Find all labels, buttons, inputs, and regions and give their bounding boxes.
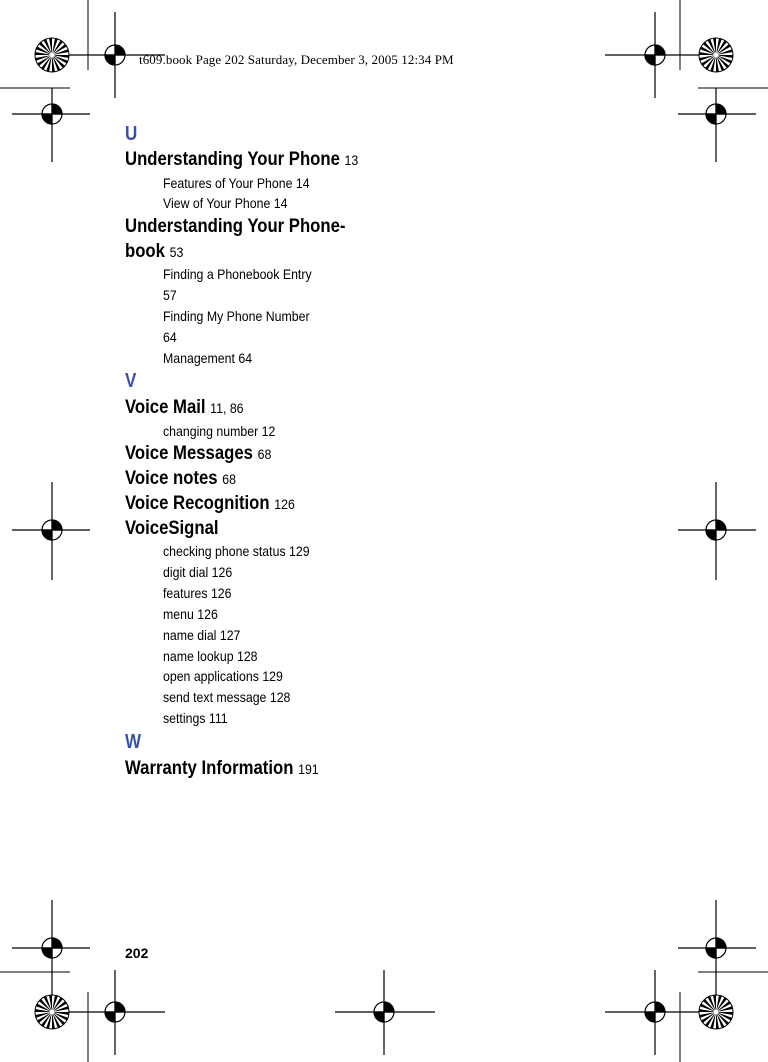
index-subentry [163, 648, 258, 664]
subentry-page: 126 [210, 585, 232, 601]
index-subentry [163, 175, 310, 191]
entry-page: 13 [344, 152, 359, 168]
subentry-text: Management [163, 350, 235, 366]
subentry-text: digit dial [163, 564, 209, 580]
subentry-page: 126 [197, 606, 218, 622]
entry-page: 68 [257, 446, 272, 462]
index-entry [125, 493, 295, 515]
crosshair-icon [12, 88, 90, 162]
crosshair-icon [12, 482, 90, 580]
entry-title: Understanding Your Phone [125, 149, 340, 170]
subentry-text: settings [163, 710, 206, 726]
crosshair-icon [65, 970, 165, 1055]
subentry-text: Features of Your Phone [163, 175, 293, 191]
subentry-page: 12 [261, 423, 276, 439]
entry-page: 191 [298, 761, 319, 777]
entry-title: book [125, 241, 165, 262]
index-letter-w: W [125, 731, 142, 753]
index-entry [125, 758, 319, 780]
index-entry-title: VoiceSignal [125, 518, 219, 539]
subentry-page: 14 [273, 195, 288, 211]
index-subentry [163, 195, 287, 211]
subentry-text: send text message [163, 689, 267, 705]
subentry-text: View of Your Phone [163, 195, 271, 211]
starburst-icon [699, 995, 733, 1029]
entry-page: 126 [274, 496, 295, 512]
subentry-page: 57 [163, 287, 177, 303]
entry-title: Voice Messages [125, 443, 253, 464]
crosshair-icon [678, 88, 756, 162]
subentry-page: 128 [269, 689, 291, 705]
subentry-page: 111 [208, 710, 228, 726]
index-subentry [163, 564, 232, 580]
entry-page: 11, 86 [210, 400, 244, 416]
index-subentry [163, 543, 310, 559]
starburst-icon [699, 38, 733, 72]
subentry-page: 64 [238, 350, 253, 366]
index-entry [125, 397, 244, 419]
entry-title: Voice notes [125, 468, 218, 489]
print-header: t609.book Page 202 Saturday, December 3, 2005 12:34 PM [139, 52, 454, 67]
index-letter-u: U [125, 123, 138, 145]
index-letter-v: V [125, 370, 137, 392]
subentry-page: 127 [219, 627, 241, 643]
index-subentry [163, 710, 228, 726]
subentry-text: changing number [163, 423, 259, 439]
index-entry [125, 241, 183, 263]
index-entry [125, 149, 358, 171]
index-subentry [163, 668, 283, 684]
crosshair-icon [605, 12, 705, 98]
subentry-text: features [163, 585, 208, 601]
subentry-page: 64 [163, 329, 177, 345]
index-entry [125, 443, 271, 465]
index-subentry [163, 423, 275, 439]
subentry-text: checking phone status [163, 543, 286, 559]
subentry-text: name lookup [163, 648, 234, 664]
subentry-page: 129 [289, 543, 310, 559]
subentry-text: open applications [163, 668, 259, 684]
starburst-icon [35, 38, 69, 72]
entry-page: 53 [169, 244, 184, 260]
subentry-page: 14 [295, 175, 310, 191]
index-entry-title-line1: Understanding Your Phone- [125, 216, 346, 237]
index-subentry [163, 627, 240, 643]
crosshair-icon [12, 900, 90, 996]
subentry-text: Finding a Phonebook Entry [163, 266, 312, 282]
entry-title: Voice Mail [125, 397, 206, 418]
entry-title: Warranty Information [125, 758, 294, 779]
subentry-text: Finding My Phone Number [163, 308, 310, 324]
subentry-page: 129 [262, 668, 283, 684]
crosshair-icon [678, 482, 756, 580]
entry-title: Voice Recognition [125, 493, 270, 514]
index-subentry [163, 606, 218, 622]
crosshair-icon [605, 970, 705, 1055]
entry-page: 68 [222, 471, 236, 487]
starburst-icon [35, 995, 69, 1029]
subentry-text: menu [163, 606, 194, 622]
index-subentry [163, 585, 232, 601]
index-subentry [163, 350, 252, 366]
index-entry [125, 468, 236, 490]
subentry-page: 126 [211, 564, 233, 580]
index-subentry [163, 689, 290, 705]
page-number: 202 [125, 945, 149, 961]
crosshair-icon [678, 900, 756, 996]
crosshair-icon [335, 970, 435, 1055]
subentry-page: 128 [236, 648, 258, 664]
subentry-text: name dial [163, 627, 217, 643]
